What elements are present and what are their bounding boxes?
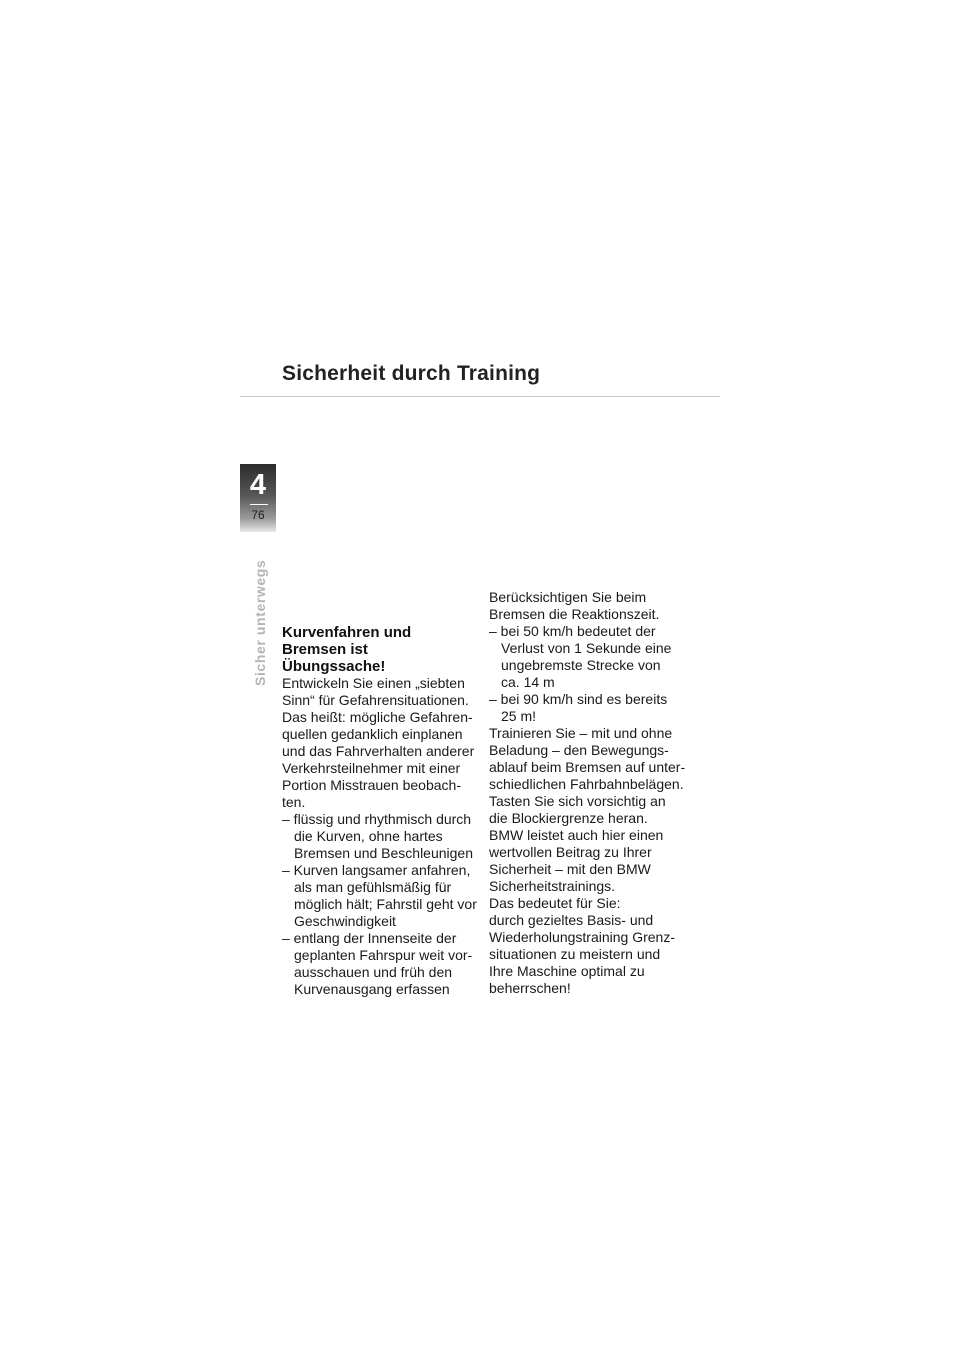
heading-line: Bremsen ist bbox=[282, 641, 368, 658]
text-line: Kurvenausgang erfassen bbox=[294, 981, 450, 997]
text-line: situationen zu meistern und bbox=[489, 946, 661, 962]
text-line: Sinn“ für Gefahrensituationen. bbox=[282, 692, 469, 708]
text-line: Bremsen die Reaktionszeit. bbox=[489, 606, 660, 622]
text-line: Wiederholungstraining Grenz- bbox=[489, 929, 675, 945]
page-title: Sicherheit durch Training bbox=[282, 362, 541, 385]
text-line: und das Fahrverhalten anderer bbox=[282, 743, 475, 759]
text-line: Das bedeutet für Sie: bbox=[489, 895, 621, 911]
text-line: Sicherheit – mit den BMW bbox=[489, 861, 651, 877]
body-paragraph bbox=[489, 725, 699, 997]
text-line: Verlust von 1 Sekunde eine bbox=[501, 640, 672, 656]
text-line: wertvollen Beitrag zu Ihrer bbox=[489, 844, 652, 860]
text-line: – Kurven langsamer anfahren, bbox=[282, 862, 471, 878]
text-line: Sicherheitstrainings. bbox=[489, 878, 616, 894]
list-item bbox=[489, 691, 699, 725]
heading-line: Kurvenfahren und bbox=[282, 624, 412, 641]
text-line: durch gezieltes Basis- und bbox=[489, 912, 654, 928]
title-divider bbox=[240, 396, 720, 397]
text-line: beherrschen! bbox=[489, 980, 571, 996]
text-line: die Blockiergrenze heran. bbox=[489, 810, 648, 826]
text-line: Ihre Maschine optimal zu bbox=[489, 963, 645, 979]
text-line: ten. bbox=[282, 794, 306, 810]
text-line: Trainieren Sie – mit und ohne bbox=[489, 725, 673, 741]
text-line: quellen gedanklich einplanen bbox=[282, 726, 463, 742]
text-line: – flüssig und rhythmisch durch bbox=[282, 811, 472, 827]
list-item bbox=[489, 623, 699, 691]
bullet-list bbox=[489, 623, 699, 725]
text-line: Entwickeln Sie einen „siebten bbox=[282, 675, 465, 691]
chapter-side-label: Sicher unterwegs bbox=[252, 559, 268, 686]
bullet-list bbox=[282, 811, 492, 998]
text-line: ablauf beim Bremsen auf unter- bbox=[489, 759, 686, 775]
heading-line: Übungssache! bbox=[282, 658, 386, 675]
text-line: Beladung – den Bewegungs- bbox=[489, 742, 669, 758]
text-line: Bremsen und Beschleunigen bbox=[294, 845, 474, 861]
text-line: Das heißt: mögliche Gefahren- bbox=[282, 709, 473, 725]
text-line: – bei 50 km/h bedeutet der bbox=[489, 623, 656, 639]
text-line: die Kurven, ohne hartes bbox=[294, 828, 443, 844]
chapter-number: 4 bbox=[249, 469, 267, 501]
text-line: 25 m! bbox=[501, 708, 537, 724]
text-line: möglich hält; Fahrstil geht vor bbox=[294, 896, 477, 912]
text-line: ungebremste Strecke von bbox=[501, 657, 661, 673]
text-line: BMW leistet auch hier einen bbox=[489, 827, 664, 843]
text-line: Berücksichtigen Sie beim bbox=[489, 589, 647, 605]
text-line: geplanten Fahrspur weit vor- bbox=[294, 947, 473, 963]
left-column bbox=[282, 624, 492, 998]
text-line: ca. 14 m bbox=[501, 674, 555, 690]
right-column bbox=[489, 589, 699, 997]
text-line: Geschwindigkeit bbox=[294, 913, 396, 929]
list-item bbox=[282, 930, 492, 998]
page-number: 76 bbox=[251, 508, 265, 522]
text-line: – bei 90 km/h sind es bereits bbox=[489, 691, 668, 707]
text-line: Verkehrsteilnehmer mit einer bbox=[282, 760, 461, 776]
text-line: schiedlichen Fahrbahnbelägen. bbox=[489, 776, 684, 792]
intro-paragraph bbox=[282, 675, 492, 811]
text-line: Tasten Sie sich vorsichtig an bbox=[489, 793, 666, 809]
list-item bbox=[282, 811, 492, 862]
text-line: – entlang der Innenseite der bbox=[282, 930, 457, 946]
intro-paragraph bbox=[489, 589, 699, 623]
chapter-divider bbox=[250, 504, 268, 505]
text-line: als man gefühlsmäßig für bbox=[294, 879, 452, 895]
text-line: Portion Misstrauen beobach- bbox=[282, 777, 461, 793]
section-heading bbox=[282, 624, 492, 675]
list-item bbox=[282, 862, 492, 930]
text-line: ausschauen und früh den bbox=[294, 964, 453, 980]
chapter-tab bbox=[240, 464, 276, 532]
